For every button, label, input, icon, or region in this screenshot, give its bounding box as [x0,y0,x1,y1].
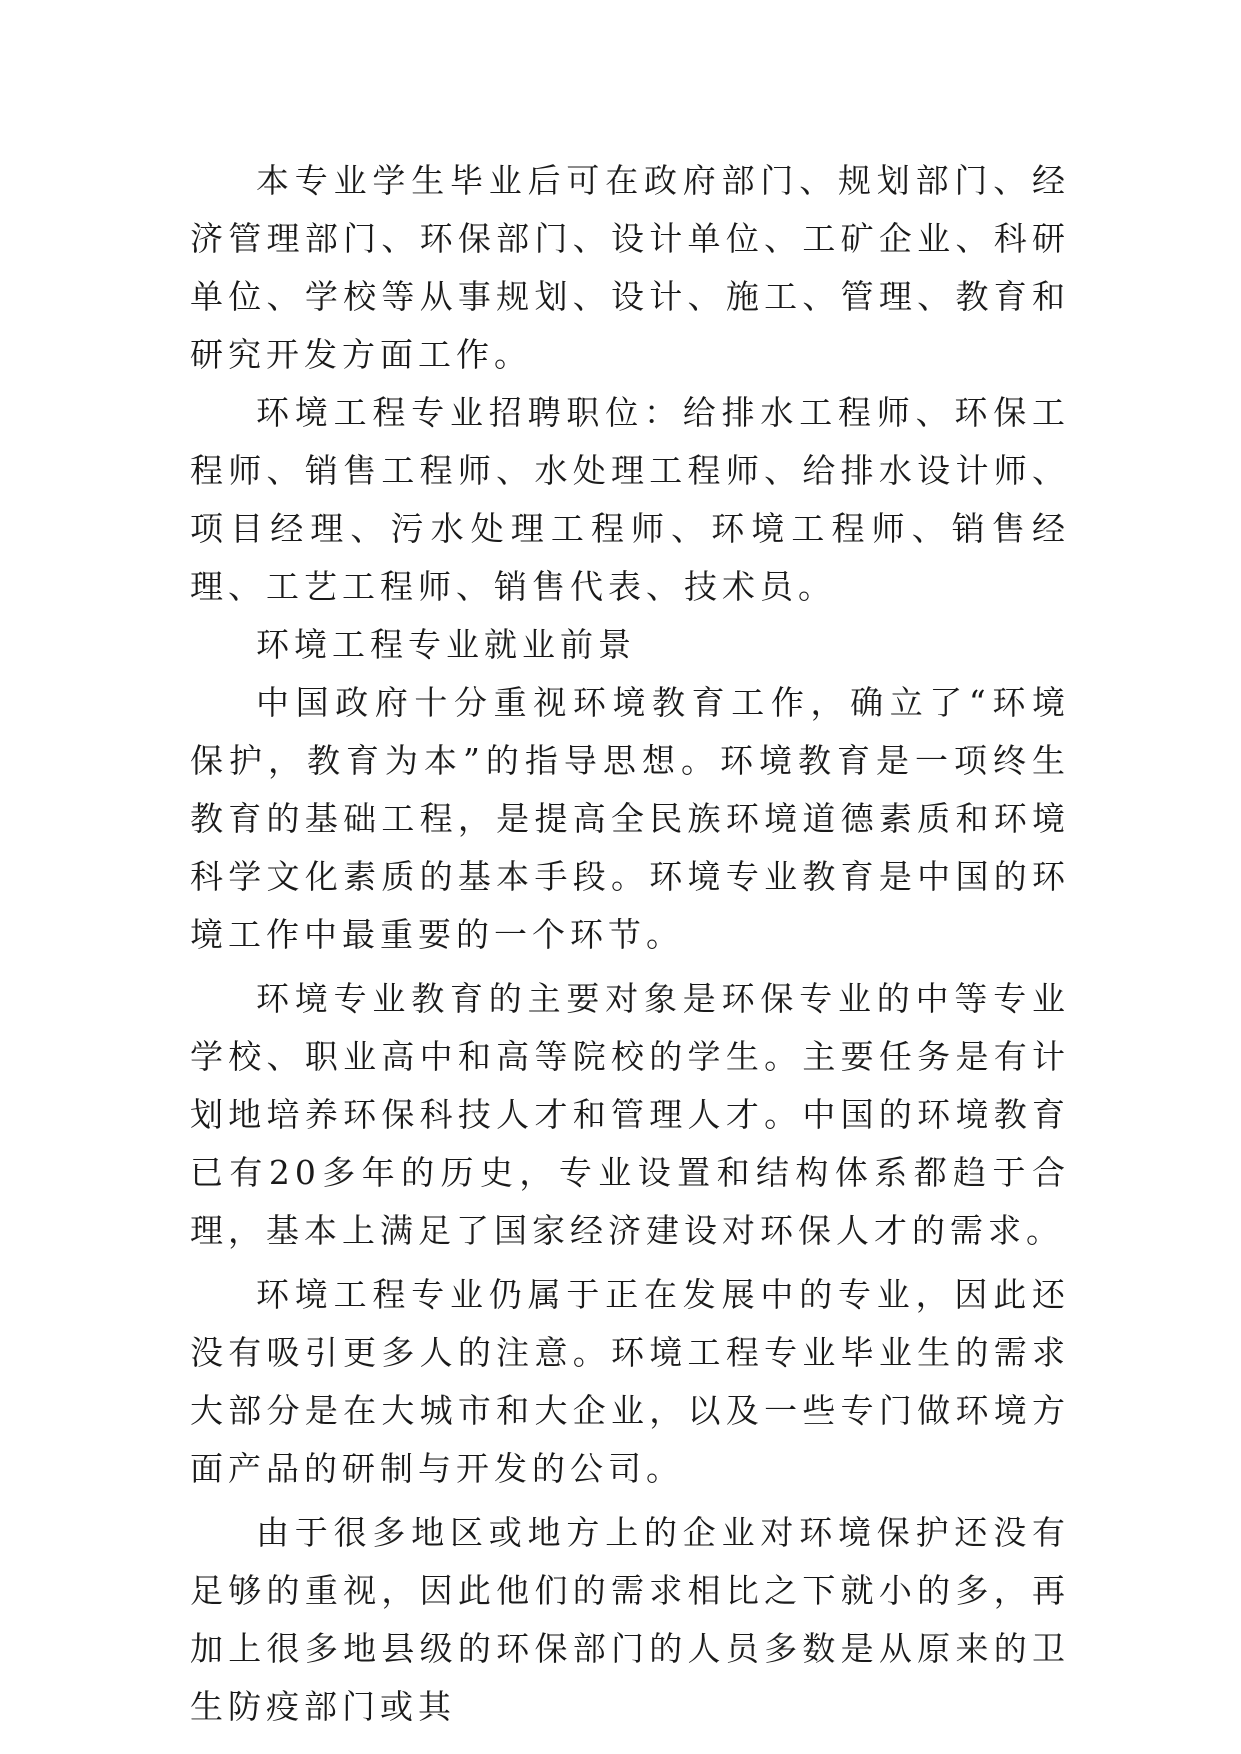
paragraph-regional-demand: 由于很多地区或地方上的企业对环境保护还没有足够的重视，因此他们的需求相比之下就小的多，再加上很多地县级的环保部门的人员多数是从原来的卫生防疫部门或其 [190,1513,1070,1726]
paragraph-education-targets: 环境专业教育的主要对象是环保专业的中等专业学校、职业高中和高等院校的学生。主要任务是有计划地培养环保科技人才和管理人才。中国的环境教育已有20多年的历史，专业设置和结构体系都趋于合理，基本上满足了国家经济建设对环保人才的需求。 [190,979,1070,1250]
paragraph-career-fields: 本专业学生毕业后可在政府部门、规划部门、经济管理部门、环保部门、设计单位、工矿企业、科研单位、学校等从事规划、设计、施工、管理、教育和研究开发方面工作。 [190,161,1070,374]
paragraph-developing-field: 环境工程专业仍属于正在发展中的专业，因此还没有吸引更多人的注意。环境工程专业毕业生的需求大部分是在大城市和大企业，以及一些专门做环境方面产品的研制与开发的公司。 [190,1275,1070,1488]
paragraph-job-positions: 环境工程专业招聘职位：给排水工程师、环保工程师、销售工程师、水处理工程师、给排水设计师、项目经理、污水处理工程师、环境工程师、销售经理、工艺工程师、销售代表、技术员。 [190,393,1070,606]
section-heading-prospects: 环境工程专业就业前景 [256,625,636,664]
paragraph-government-emphasis: 中国政府十分重视环境教育工作，确立了“环境保护，教育为本”的指导思想。环境教育是一项终生教育的基础工程，是提高全民族环境道德素质和环境科学文化素质的基本手段。环境专业教育是中国的环境工作中最重要的一个环节。 [190,683,1070,954]
document-body [190,152,1070,1736]
